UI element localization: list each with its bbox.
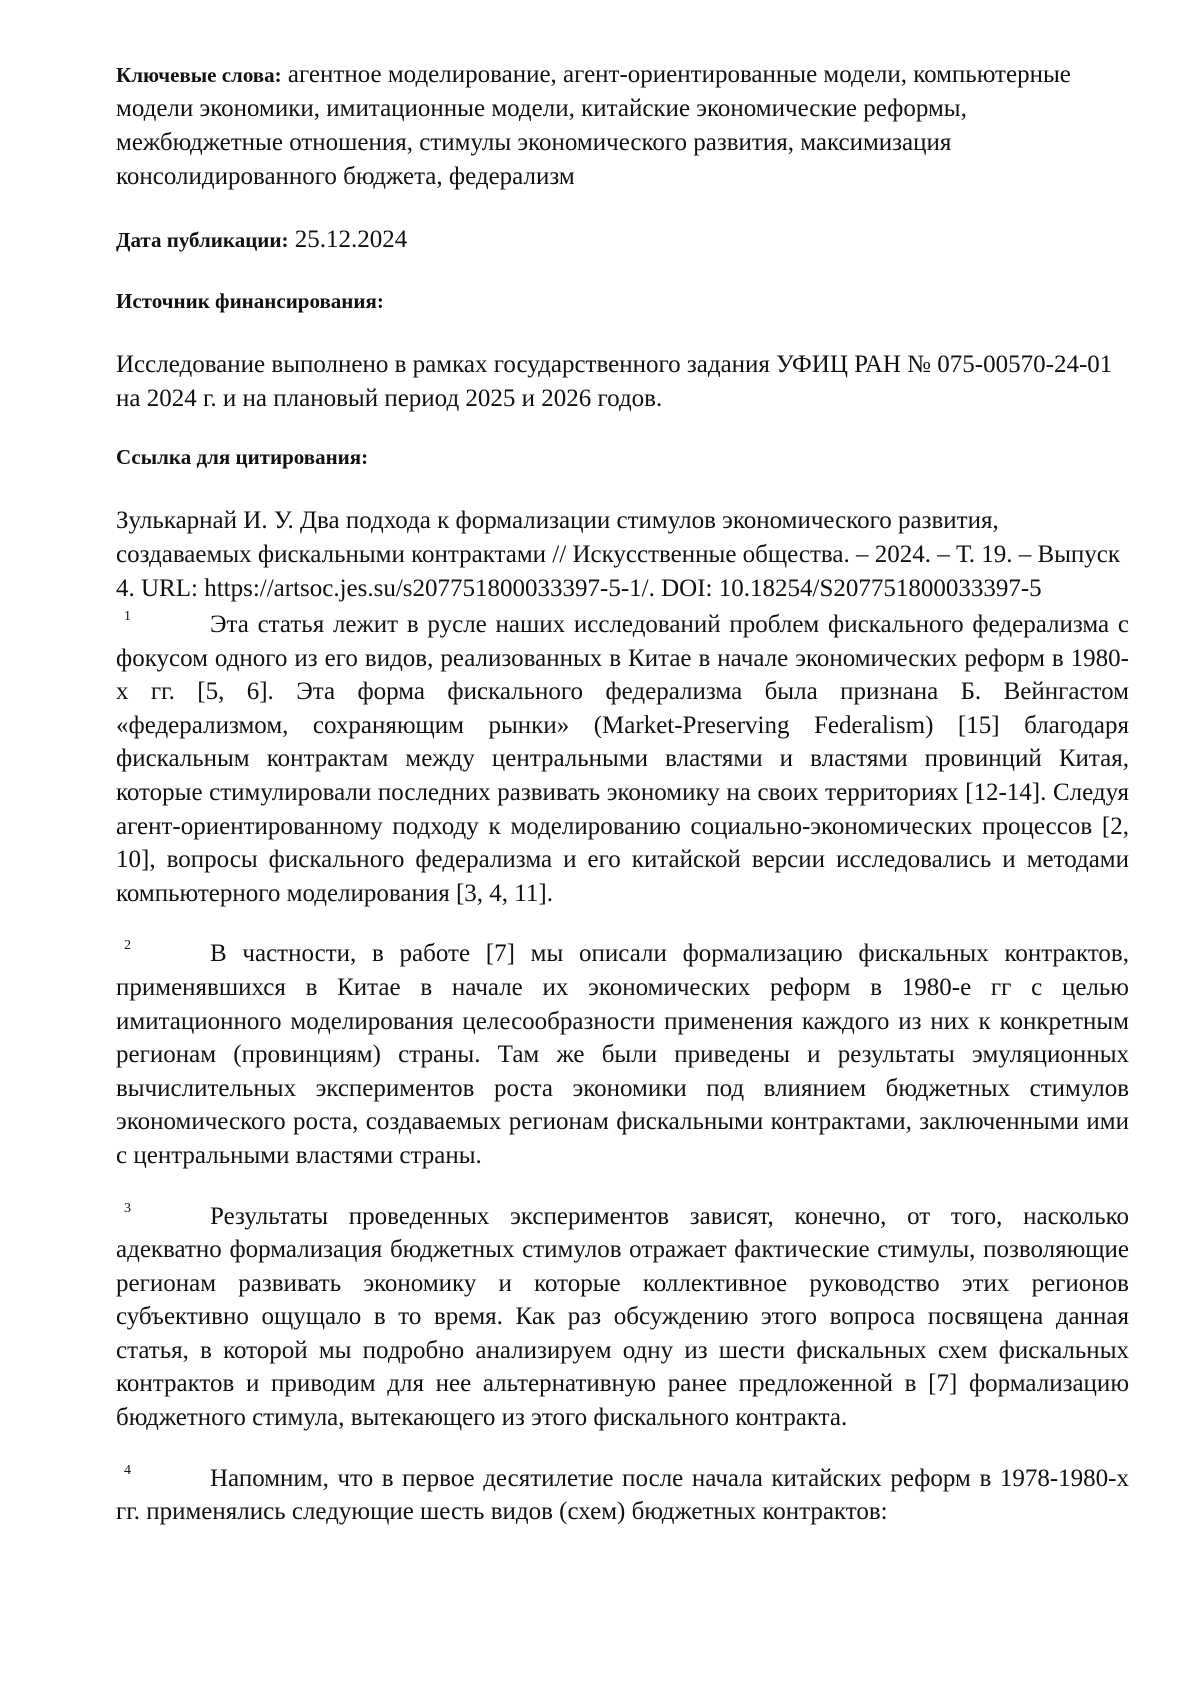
article-page: [116, 58, 1129, 1529]
paragraph-text: В частности, в работе [7] мы описали формализацию фискальных контрактов, применявшихся в Китае в начале их экономических реформ в 1980-е гг с целью имитационного моделирования целесообразности применения каждого из них к конкретным регионам (провинциям) страны. Там же были приведены и результаты эмуляционных вычислительных экспериментов роста экономики под влиянием бюджетных стимулов экономического роста, создаваемых регионам фискальными контрактами, заключенными ими с центральными властями страны.: [116, 940, 1129, 1169]
body-paragraph-1: [116, 608, 1129, 910]
publication-date-label: Дата публикации:: [116, 228, 289, 252]
paragraph-number: 1: [124, 609, 131, 624]
body-paragraph-2: [116, 937, 1129, 1172]
keywords-text: агентное моделирование, агент-ориентированные модели, компьютерные модели экономики, имитационные модели, китайские экономические реформы, межбюджетные отношения, стимулы экономического развития, максимизация консолидированного бюджета, федерализм: [116, 61, 1071, 190]
publication-date-value: 25.12.2024: [288, 226, 408, 253]
citation-label: Ссылка для цитирования:: [116, 445, 369, 469]
paragraph-text: Напомним, что в первое десятилетие после начала китайских реформ в 1978-1980-х гг. применялись следующие шесть видов (схем) бюджетных контрактов:: [116, 1464, 1129, 1526]
citation-label-block: [116, 440, 1129, 474]
body-paragraph-3: [116, 1200, 1129, 1435]
publication-date-block: [116, 223, 1129, 257]
paragraph-number: 2: [124, 938, 131, 954]
body-paragraph-4: [116, 1462, 1129, 1529]
funding-text: Исследование выполнено в рамках государственного задания УФИЦ РАН № 075-00570-24-01 на 2024 г. и на плановый период 2025 и 2026 годов.: [116, 351, 1113, 412]
paragraph-text: Эта статья лежит в русле наших исследований проблем фискального федерализма с фокусом одного из его видов, реализованных в Китае в начале экономических реформ в 1980-х гг. [5, 6]. Эта форма фискального федерализма была признана Б. Вейнгастом «федерализмом, сохраняющим рынки» (Market-Preserving Federalism) [15] благодаря фискальным контрактам между центральными властями и властями провинций Китая, которые стимулировали последних развивать экономику на своих территориях [12-14]. Следуя агент-ориентированному подходу к моделированию социально-экономических процессов [2, 10], вопросы фискального федерализма и его китайской версии исследовались и методами компьютерного моделирования [3, 4, 11].: [116, 611, 1129, 907]
paragraph-text: Результаты проведенных экспериментов зависят, конечно, от того, насколько адекватно формализация бюджетных стимулов отражает фактические стимулы, позволяющие регионам развивать экономику и которые коллективное руководство этих регионов субъективно ощущало в то время. Как раз обсуждению этого вопроса посвящена данная статья, в которой мы подробно анализируем одну из шести фискальных схем фискальных контрактов и приводим для нее альтернативную ранее предложенной в [7] формализацию бюджетного стимула, вытекающего из этого фискального контракта.: [116, 1202, 1129, 1432]
paragraph-number: 4: [124, 1462, 131, 1478]
keywords-label: Ключевые слова:: [116, 63, 282, 87]
paragraph-number: 3: [124, 1200, 131, 1216]
funding-label-block: [116, 284, 1129, 318]
keywords-block: [116, 58, 1129, 194]
funding-label: Источник финансирования:: [116, 289, 384, 313]
citation-text: Зулькарнай И. У. Два подхода к формализации стимулов экономического развития, создаваемых фискальными контрактами // Искусственные общества. – 2024. – Т. 19. – Выпуск 4. URL: https://artsoc.jes.su/s207751800033397-5-1/. DOI: 10.18254/S207751800033397-5: [116, 507, 1121, 602]
